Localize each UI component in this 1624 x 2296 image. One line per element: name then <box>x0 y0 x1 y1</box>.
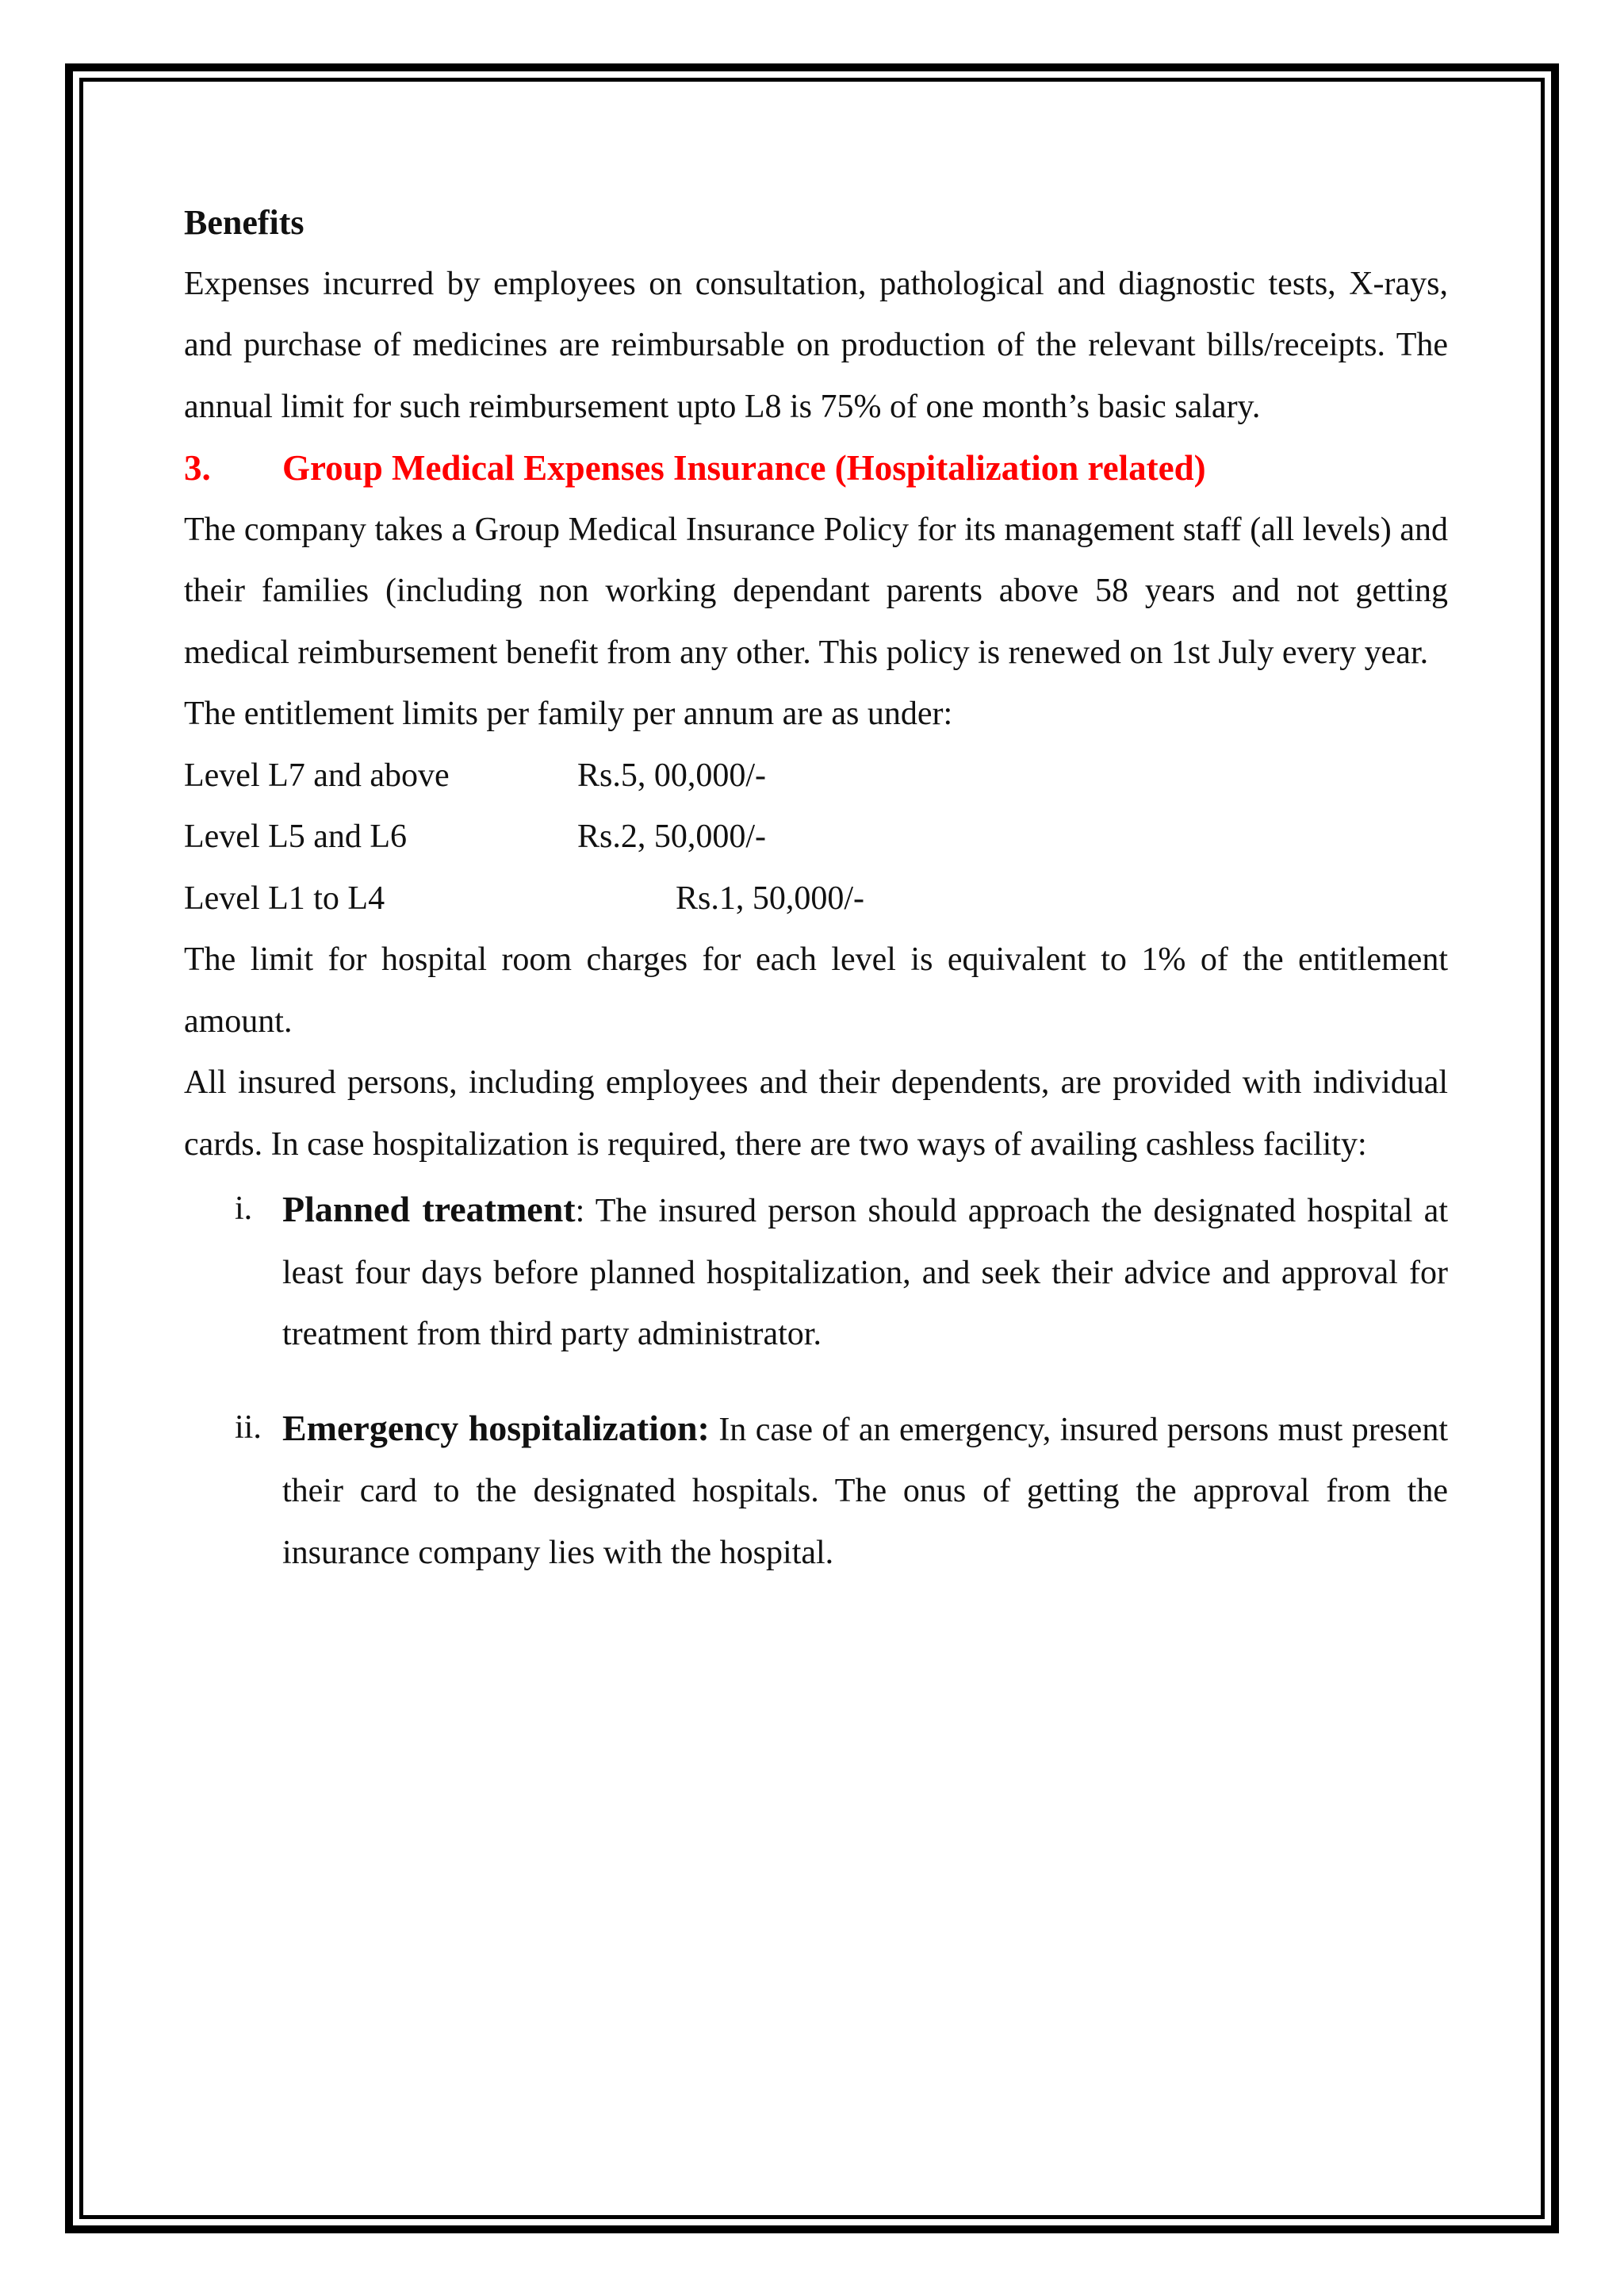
document-body <box>184 192 1448 1584</box>
list-text: The insured person should approach the designated hospital at least four days before planned hospitalization, and seek their advice and approval for treatment from third party administrator. <box>282 1193 1448 1352</box>
limit-level: Level L5 and L6 <box>184 818 408 855</box>
list-numeral: ii. <box>235 1409 262 1446</box>
section-title: Group Medical Expenses Insurance (Hospitalization related) <box>282 448 1206 488</box>
policy-intro-paragraph: The company takes a Group Medical Insurance Policy for its management staff (all levels) and their families (including non working dependant parents above 58 years and not getting medical reimbursement benefit from any other. This policy is renewed on 1st July every year. <box>184 511 1448 671</box>
limit-amount: Rs.5, 00,000/- <box>577 757 767 794</box>
cards-paragraph: All insured persons, including employees and their dependents, are provided with individual cards. In case hospitalization is required, there are two ways of availing cashless facility: <box>184 1064 1448 1163</box>
entitlement-limits <box>184 746 1448 930</box>
benefits-paragraph: Expenses incurred by employees on consultation, pathological and diagnostic tests, X-rays, and purchase of medicines are reimbursable on production of the relevant bills/receipts. The annual limit for such reimbursement upto L8 is 75% of one month’s basic salary. <box>184 265 1448 425</box>
list-term: Emergency hospitalization: <box>282 1407 710 1448</box>
limit-row <box>184 868 1448 930</box>
list-numeral: i. <box>235 1190 253 1227</box>
room-limit-paragraph: The limit for hospital room charges for each level is equivalent to 1% of the entitlement amount. <box>184 941 1448 1040</box>
limit-amount: Rs.2, 50,000/- <box>577 818 767 855</box>
limit-row <box>184 807 1448 868</box>
limit-level: Level L7 and above <box>184 757 450 794</box>
list-term: Planned treatment <box>282 1189 576 1229</box>
list-item <box>184 1179 1448 1366</box>
limit-level: Level L1 to L4 <box>184 880 385 917</box>
section-number: 3. <box>184 448 211 488</box>
entitlement-intro: The entitlement limits per family per annum are as under: <box>184 696 953 732</box>
section-heading <box>184 438 1448 500</box>
limit-amount: Rs.1, 50,000/- <box>676 880 865 917</box>
limit-row <box>184 746 1448 807</box>
benefits-heading: Benefits <box>184 203 304 242</box>
list-separator: : <box>575 1193 585 1229</box>
list-text: In case of an emergency, insured persons must present their card to the designated hospitals. The onus of getting the approval from the insurance company lies with the hospital. <box>282 1411 1448 1571</box>
list-item <box>184 1397 1448 1585</box>
